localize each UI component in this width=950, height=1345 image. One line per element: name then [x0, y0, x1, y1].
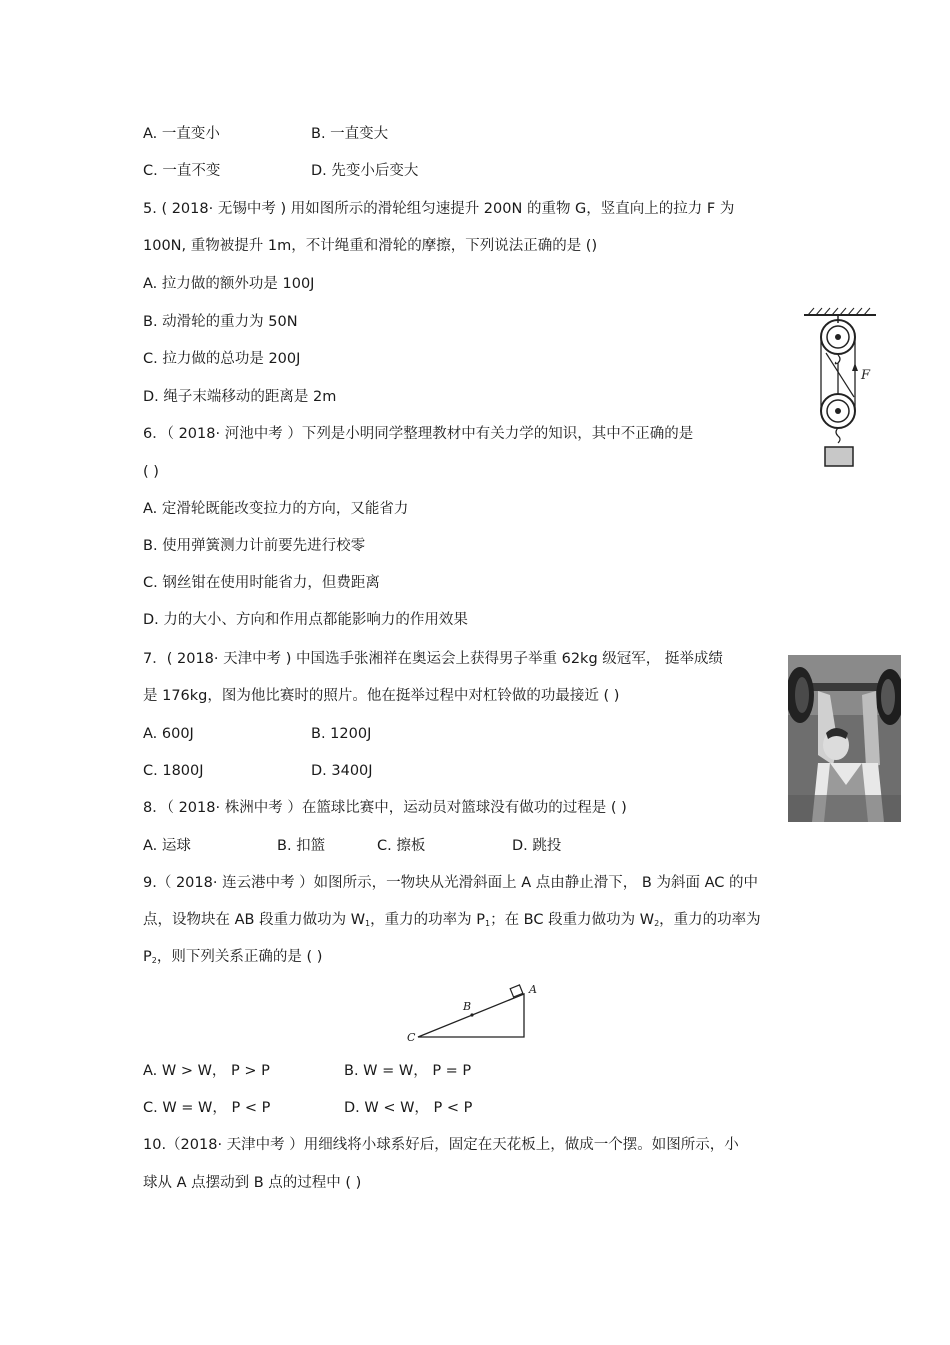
q6-option-b: B. 使用弹簧测力计前要先进行校零	[143, 538, 366, 554]
q7-option-b: B. 1200J	[311, 726, 372, 742]
q9-option-d: D. W < W， P < P	[344, 1100, 473, 1116]
q4-option-c: C. 一直不变	[143, 163, 221, 179]
q4-option-d: D. 先变小后变大	[311, 163, 419, 179]
q7-option-c: C. 1800J	[143, 763, 204, 779]
q10-stem-line1: 10.（2018· 天津中考 ）用细线将小球系好后，固定在天花板上，做成一个摆。如图所示，小	[143, 1137, 739, 1153]
q8-option-a: A. 运球	[143, 838, 191, 854]
q6-option-a: A. 定滑轮既能改变拉力的方向，又能省力	[143, 501, 409, 517]
q5-stem-line2: 100N, 重物被提升 1m，不计绳重和滑轮的摩擦，下列说法正确的是 ()	[143, 238, 598, 254]
pulley-force-label: F	[861, 368, 871, 383]
q9-option-b: B. W = W， P = P	[344, 1063, 472, 1079]
q6-option-d: D. 力的大小、方向和作用点都能影响力的作用效果	[143, 612, 468, 628]
q8-option-b: B. 扣篮	[277, 838, 326, 854]
weightlifter-photo	[788, 655, 901, 822]
q9-stem-line2: 点，设物块在 AB 段重力做功为 $W_1$，重力的功率为 $P_1$；在 BC 段重力做功为 $W_2$，重力的功率为	[143, 912, 761, 928]
q4-option-b: B. 一直变大	[311, 126, 389, 142]
q8-option-c: C. 擦板	[377, 838, 426, 854]
q5-option-c: C. 拉力做的总功是 200J	[143, 351, 301, 367]
q9-option-a: A. W > W， P > P	[143, 1063, 270, 1079]
q9-stem-line3: $P_2$，则下列关系正确的是 ( )	[143, 949, 323, 965]
q8-stem-line1: 8．（ 2018· 株洲中考 ）在篮球比赛中，运动员对篮球没有做功的过程是 ( )	[143, 800, 627, 816]
q5-option-b: B. 动滑轮的重力为 50N	[143, 314, 298, 330]
incline-label-a: A	[529, 983, 537, 996]
pulley-system-figure	[800, 305, 880, 470]
q6-stem-line2: ( )	[143, 464, 159, 480]
q6-option-c: C. 钢丝钳在使用时能省力，但费距离	[143, 575, 380, 591]
q10-stem-line2: 球从 A 点摆动到 B 点的过程中 ( )	[143, 1175, 362, 1191]
q7-stem-line1: 7．( 2018· 天津中考 ) 中国选手张湘祥在奥运会上获得男子举重 62kg 级冠军， 挺举成绩	[143, 651, 723, 667]
q4-option-a: A. 一直变小	[143, 126, 220, 142]
q5-option-a: A. 拉力做的额外功是 100J	[143, 276, 315, 292]
q6-stem-line1: 6．（ 2018· 河池中考 ）下列是小明同学整理教材中有关力学的知识，其中不正确的是	[143, 426, 694, 442]
q7-stem-line2: 是 176kg，图为他比赛时的照片。他在挺举过程中对杠铃做的功最接近 ( )	[143, 688, 620, 704]
q9-option-c: C. W = W， P < P	[143, 1100, 271, 1116]
q5-option-d: D. 绳子末端移动的距离是 2m	[143, 389, 337, 405]
q9-stem-line1: 9.（ 2018· 连云港中考 ）如图所示，一物块从光滑斜面上 A 点由静止滑下， B 为斜面 AC 的中	[143, 875, 758, 891]
q5-stem-line1: 5. ( 2018· 无锡中考 ) 用如图所示的滑轮组匀速提升 200N 的重物 G，竖直向上的拉力 F 为	[143, 201, 735, 217]
incline-label-c: C	[407, 1031, 416, 1042]
q7-option-a: A. 600J	[143, 726, 194, 742]
incline-figure	[400, 980, 550, 1042]
q7-option-d: D. 3400J	[311, 763, 373, 779]
q8-option-d: D. 跳投	[512, 838, 562, 854]
incline-label-b: B	[463, 1000, 472, 1013]
